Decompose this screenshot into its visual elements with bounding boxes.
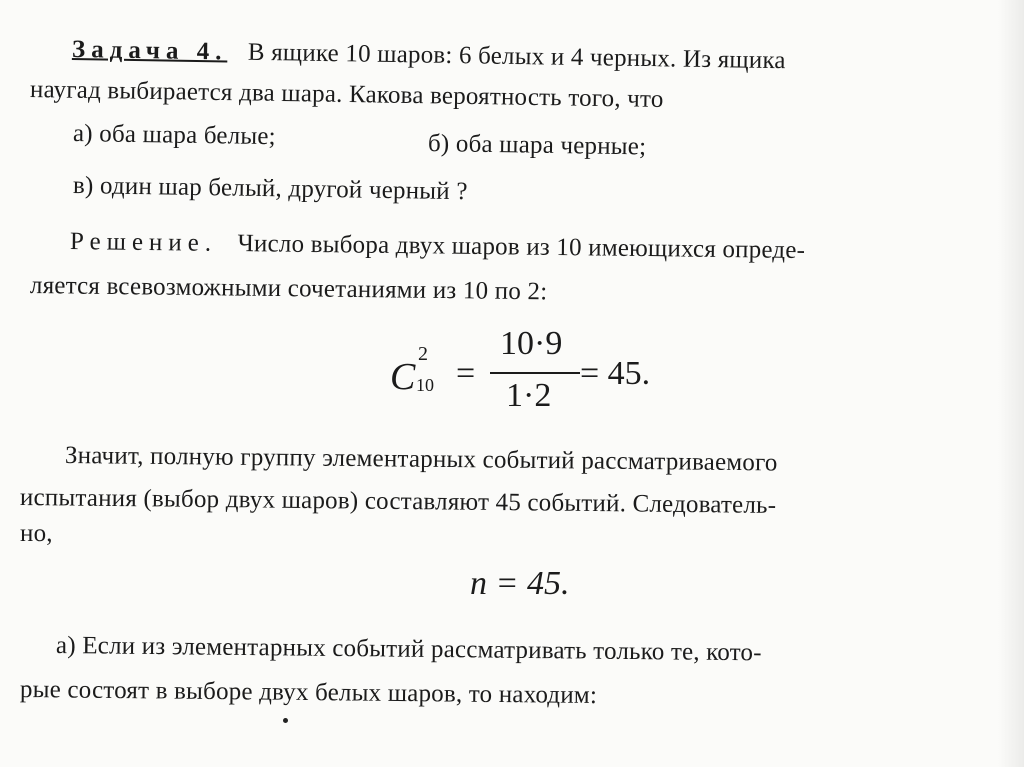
- ink-speck: [283, 718, 288, 723]
- formula-denominator: 1·2: [506, 377, 552, 414]
- n-formula: [470, 565, 569, 603]
- fraction-bar: [490, 372, 580, 374]
- paragraph3-line-2: рые состоят в выборе двух белых шаров, то находим:: [19, 676, 598, 710]
- task-label: Задача 4.: [71, 36, 228, 66]
- paragraph3-line-1: а) Если из элементарных событий рассматривать только те, кото-: [55, 632, 762, 667]
- task-option-c: в) один шар белый, другой черный ?: [72, 172, 468, 206]
- formula-symbol: C: [390, 356, 416, 398]
- formula-numerator: 10·9: [500, 325, 563, 362]
- paragraph2-line-1: Значит, полную группу элементарных событий рассматриваемого: [64, 442, 778, 477]
- combination-formula: [390, 325, 690, 425]
- formula-subscript: 10: [416, 375, 434, 395]
- formula-result: = 45.: [580, 355, 651, 392]
- formula-superscript: 2: [418, 343, 428, 365]
- formula-equals: =: [456, 355, 476, 392]
- paragraph2-line-2: испытания (выбор двух шаров) составляют 45 событий. Следователь-: [19, 484, 777, 519]
- task-line-2: наугад выбирается два шара. Какова вероятность того, что: [29, 76, 664, 113]
- n-formula-text: n = 45.: [470, 565, 570, 602]
- task-line-1: [72, 36, 786, 75]
- paragraph2-line-3: но,: [20, 520, 53, 547]
- solution-text-1: Число выбора двух шаров из 10 имеющихся опреде-: [237, 230, 806, 264]
- solution-line-1: [70, 228, 805, 265]
- task-text-1: В ящике 10 шаров: 6 белых и 4 черных. Из ящика: [247, 38, 786, 75]
- solution-label: Решение.: [69, 228, 218, 257]
- page-edge-shadow: [998, 0, 1024, 767]
- task-option-a: а) оба шара белые;: [72, 120, 277, 151]
- task-option-b: б) оба шара черные;: [427, 130, 647, 161]
- solution-line-2: ляется всевозможными сочетаниями из 10 по 2:: [29, 272, 548, 306]
